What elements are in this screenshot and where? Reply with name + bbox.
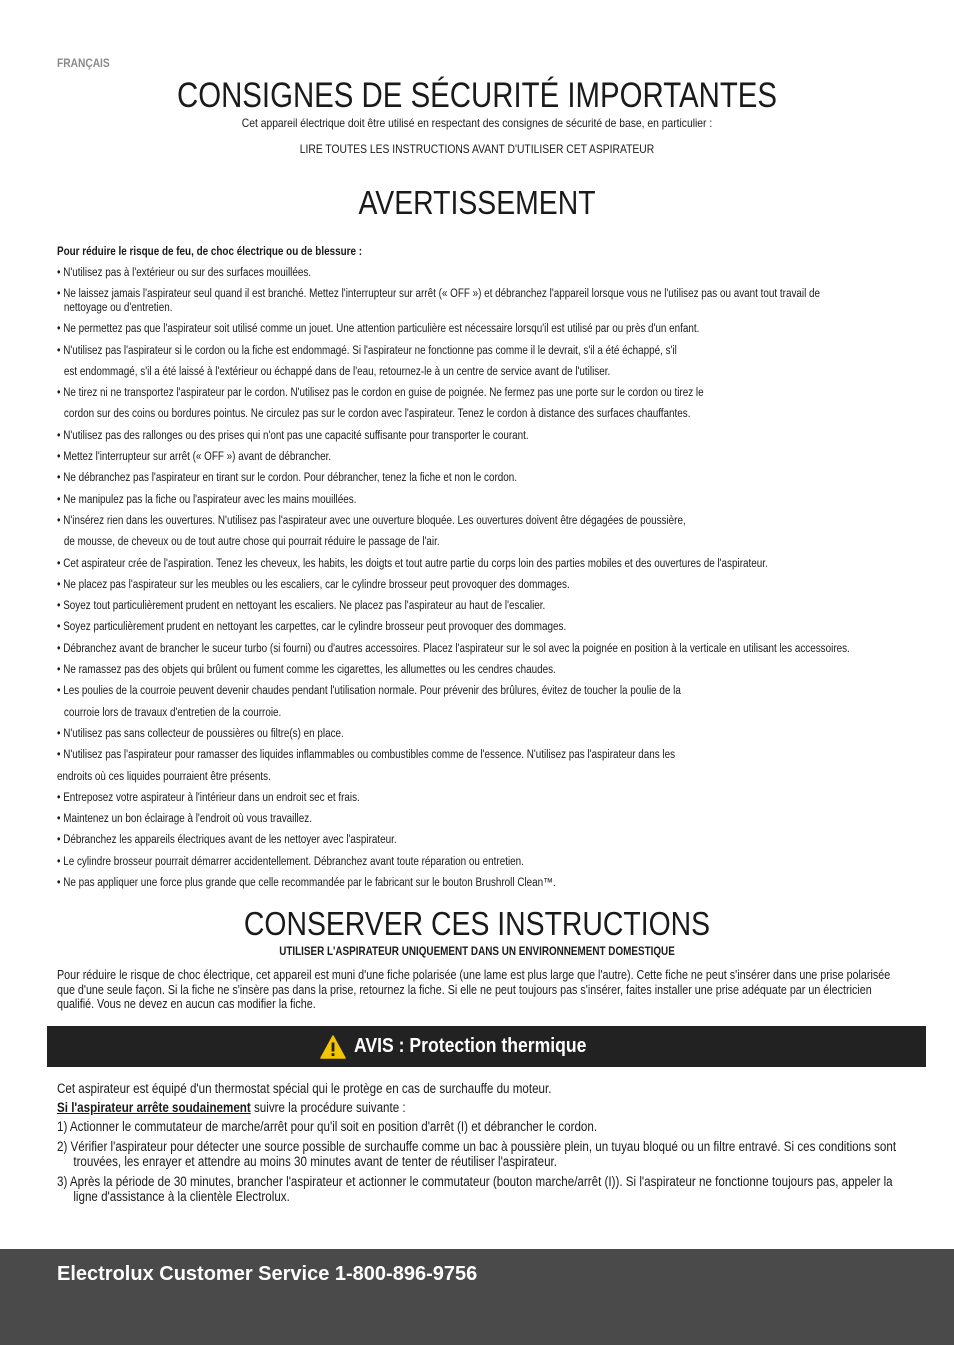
thermal-intro: Cet aspirateur est équipé d'un thermostat spécial qui le protège en cas de surchauffe du moteur. (57, 1081, 552, 1096)
thermal-notice-title: AVIS : Protection thermique (354, 1035, 587, 1057)
warning-bullet (57, 809, 891, 830)
bullet-text: • Maintenez un bon éclairage à l'endroit où vous travaillez. (57, 813, 312, 826)
bullet-text: • Ne permettez pas que l'aspirateur soit utilisé comme un jouet. Une attention particulière est nécessaire lorsqu'il est utilisé par ou près d'un enfant. (57, 323, 700, 336)
bullet-text: • N'utilisez pas des rallonges ou des prises qui n'ont pas une capacité suffisante pour transporter le courant. (57, 429, 529, 442)
bullet-text-continued: est endommagé, s'il a été laissé à l'extérieur ou échappé dans de l'eau, retournez-le à un centre de service avant de l'utiliser. (63, 365, 611, 378)
bullet-text-continued: endroits où ces liquides pourraient être présents. (57, 770, 271, 783)
bullet-text: • Soyez tout particulièrement prudent en nettoyant les escaliers. Ne placez pas l'aspirateur au haut de l'escalier. (57, 600, 546, 613)
warning-bullet (57, 341, 891, 384)
warning-bullet (57, 554, 891, 575)
thermal-step: 2) Vérifier l'aspirateur pour détecter une source possible de surchauffe comme un bac à poussière plein, un tuyau bloqué ou un filtre entravé. Si ces conditions sont trouvées, les enrayer et attendre au moins 30 minutes avant de tenter de réutiliser l'aspirateur. (57, 1139, 897, 1169)
bullet-text-continued: de mousse, de cheveux ou de tout autre chose qui pourrait réduire le passage de l'air. (63, 536, 440, 549)
warning-bullet (57, 511, 891, 554)
warning-bullet (57, 284, 887, 319)
bullet-text: • N'utilisez pas sans collecteur de poussières ou filtre(s) en place. (57, 727, 344, 740)
warning-bullet (57, 263, 891, 284)
warning-bullet (57, 830, 891, 851)
bullet-text: • Ne laissez jamais l'aspirateur seul quand il est branché. Mettez l'interrupteur sur arrêt (« OFF ») et débranchez l'appareil lorsque vous ne l'utilisez pas ou avant tout travail de (57, 288, 821, 301)
language-label: FRANÇAIS (57, 56, 110, 70)
bullet-text: • Les poulies de la courroie peuvent devenir chaudes pendant l'utilisation normale. Pour prévenir des brûlures, évitez de toucher la poulie de la (57, 685, 681, 698)
safety-title: CONSIGNES DE SÉCURITÉ IMPORTANTES (176, 76, 778, 115)
bullet-text-continued: courroie lors de travaux d'entretien de la courroie. (63, 706, 282, 719)
warning-title: AVERTISSEMENT (358, 184, 596, 221)
warning-bullet (57, 873, 891, 894)
warning-icon (320, 1035, 346, 1059)
warning-bullet (57, 852, 891, 873)
bullet-text: • Entreposez votre aspirateur à l'intérieur dans un endroit sec et frais. (57, 791, 360, 804)
bullet-text: • N'utilisez pas l'aspirateur si le cordon ou la fiche est endommagé. Si l'aspirateur ne fonctionne pas comme il le devrait, s'il a été échappé, s'il (57, 344, 677, 357)
bullet-text: • Ne placez pas l'aspirateur sur les meubles ou les escaliers, car le cylindre brosseur peut provoquer des dommages. (57, 578, 570, 591)
thermal-step: 3) Après la période de 30 minutes, brancher l'aspirateur et actionner le commutateur (bouton marche/arrêt (I)). Si l'aspirateur ne fonctionne toujours pas, appeler la ligne d'assistance à la clientèle Electrolux. (57, 1174, 893, 1204)
bullet-text: • Soyez particulièrement prudent en nettoyant les carpettes, car le cylindre brosseur peut provoquer des dommages. (57, 621, 567, 634)
thermal-lead-rest: suivre la procédure suivante : (250, 1100, 406, 1115)
warning-bullet (57, 468, 891, 489)
thermal-lead-bold: Si l'aspirateur arrête soudainement (57, 1100, 251, 1115)
warning-bullet-list (57, 263, 891, 894)
bullet-text: • Débranchez les appareils électriques avant de les nettoyer avec l'aspirateur. (57, 834, 397, 847)
read-all-notice: LIRE TOUTES LES INSTRUCTIONS AVANT D'UTILISER CET ASPIRATEUR (299, 142, 655, 156)
bullet-text: • Ne débranchez pas l'aspirateur en tirant sur le cordon. Pour débrancher, tenez la fiche et non le cordon. (57, 472, 518, 485)
warning-bullet (57, 383, 891, 426)
thermal-steps (57, 1119, 898, 1204)
warning-bullet (57, 788, 891, 809)
keep-instructions-title: CONSERVER CES INSTRUCTIONS (243, 905, 711, 942)
warning-bullet (57, 660, 891, 681)
warning-bullet (57, 426, 891, 447)
customer-service-line: Electrolux Customer Service 1-800-896-9756 (57, 1263, 478, 1285)
thermal-notice-bar (47, 1026, 926, 1067)
warning-bullet (57, 490, 891, 511)
polarized-plug-paragraph: Pour réduire le risque de choc électrique, cet appareil est muni d'une fiche polarisée (une lame est plus large que l'autre). Cette fiche ne peut s'insérer dans une prise polarisée que d'une seule façon. Si la fiche ne s'insère pas dans la prise, retournez la fiche. Si elle ne peut toujours pas s'insérer, faites installer une prise adéquate par un électricien qualifié. Vous ne devez en aucun cas modifier la fiche. (57, 968, 891, 1011)
bullet-text: • Ne pas appliquer une force plus grande que celle recommandée par le fabricant sur le bouton Brushroll Clean™. (57, 877, 556, 890)
domestic-use-notice: UTILISER L'ASPIRATEUR UNIQUEMENT DANS UN ENVIRONNEMENT DOMESTIQUE (279, 946, 675, 958)
warning-lead: Pour réduire le risque de feu, de choc électrique ou de blessure : (57, 246, 363, 258)
bullet-text: • Mettez l'interrupteur sur arrêt (« OFF ») avant de débrancher. (57, 451, 332, 464)
bullet-text: • Cet aspirateur crée de l'aspiration. Tenez les cheveux, les habits, les doigts et tout autre partie du corps loin des parties mobiles et des ouvertures de l'aspirateur. (57, 557, 768, 570)
bullet-text: • N'utilisez pas à l'extérieur ou sur des surfaces mouillées. (57, 267, 312, 279)
thermal-protection-section (57, 1081, 898, 1209)
bullet-text: • Débranchez avant de brancher le suceur turbo (si fourni) ou d'autres accessoires. Placez l'aspirateur sur le sol avec la poignée en position à la verticale en utilisant les accessoires. (57, 642, 850, 655)
warning-bullet (57, 575, 891, 596)
bullet-text: • Ne tirez ni ne transportez l'aspirateur par le cordon. N'utilisez pas le cordon en guise de poignée. Ne fermez pas une porte sur le cordon ou tirez le (57, 387, 704, 400)
warning-bullet (57, 745, 891, 788)
bullet-text: • Ne manipulez pas la fiche ou l'aspirateur avec les mains mouillées. (57, 493, 357, 506)
warning-bullet (57, 639, 891, 660)
thermal-step: 1) Actionner le commutateur de marche/arrêt pour qu'il soit en position d'arrêt (I) et débrancher le cordon. (57, 1119, 598, 1134)
bullet-text: • N'utilisez pas l'aspirateur pour ramasser des liquides inflammables ou combustibles comme de l'essence. N'utilisez pas l'aspirateur dans les (57, 749, 676, 762)
bullet-text: • Ne ramassez pas des objets qui brûlent ou fument comme les cigarettes, les allumettes ou les cendres chaudes. (57, 664, 556, 677)
thermal-lead (57, 1100, 898, 1115)
bullet-text: • Le cylindre brosseur pourrait démarrer accidentellement. Débranchez avant toute réparation ou entretien. (57, 855, 524, 868)
warning-bullet (57, 319, 891, 340)
warning-bullet (57, 617, 891, 638)
safety-intro: Cet appareil électrique doit être utilisé en respectant des consignes de sécurité de base, en particulier : (241, 116, 713, 130)
warning-bullet (57, 724, 891, 745)
bullet-text-continued: nettoyage ou d'entretien. (63, 302, 173, 315)
warning-bullet (57, 681, 891, 724)
warning-bullet (57, 596, 891, 617)
bullet-text: • N'insérez rien dans les ouvertures. N'utilisez pas l'aspirateur avec une ouverture bloquée. Les ouvertures doivent être dégagées de poussière, (57, 514, 686, 527)
warning-bullet (57, 447, 891, 468)
bullet-text-continued: cordon sur des coins ou bordures pointus. Ne circulez pas sur le cordon avec l'aspirateur. Tenez le cordon à distance des surfaces chauffantes. (63, 408, 691, 421)
footer-bar (0, 1249, 954, 1345)
